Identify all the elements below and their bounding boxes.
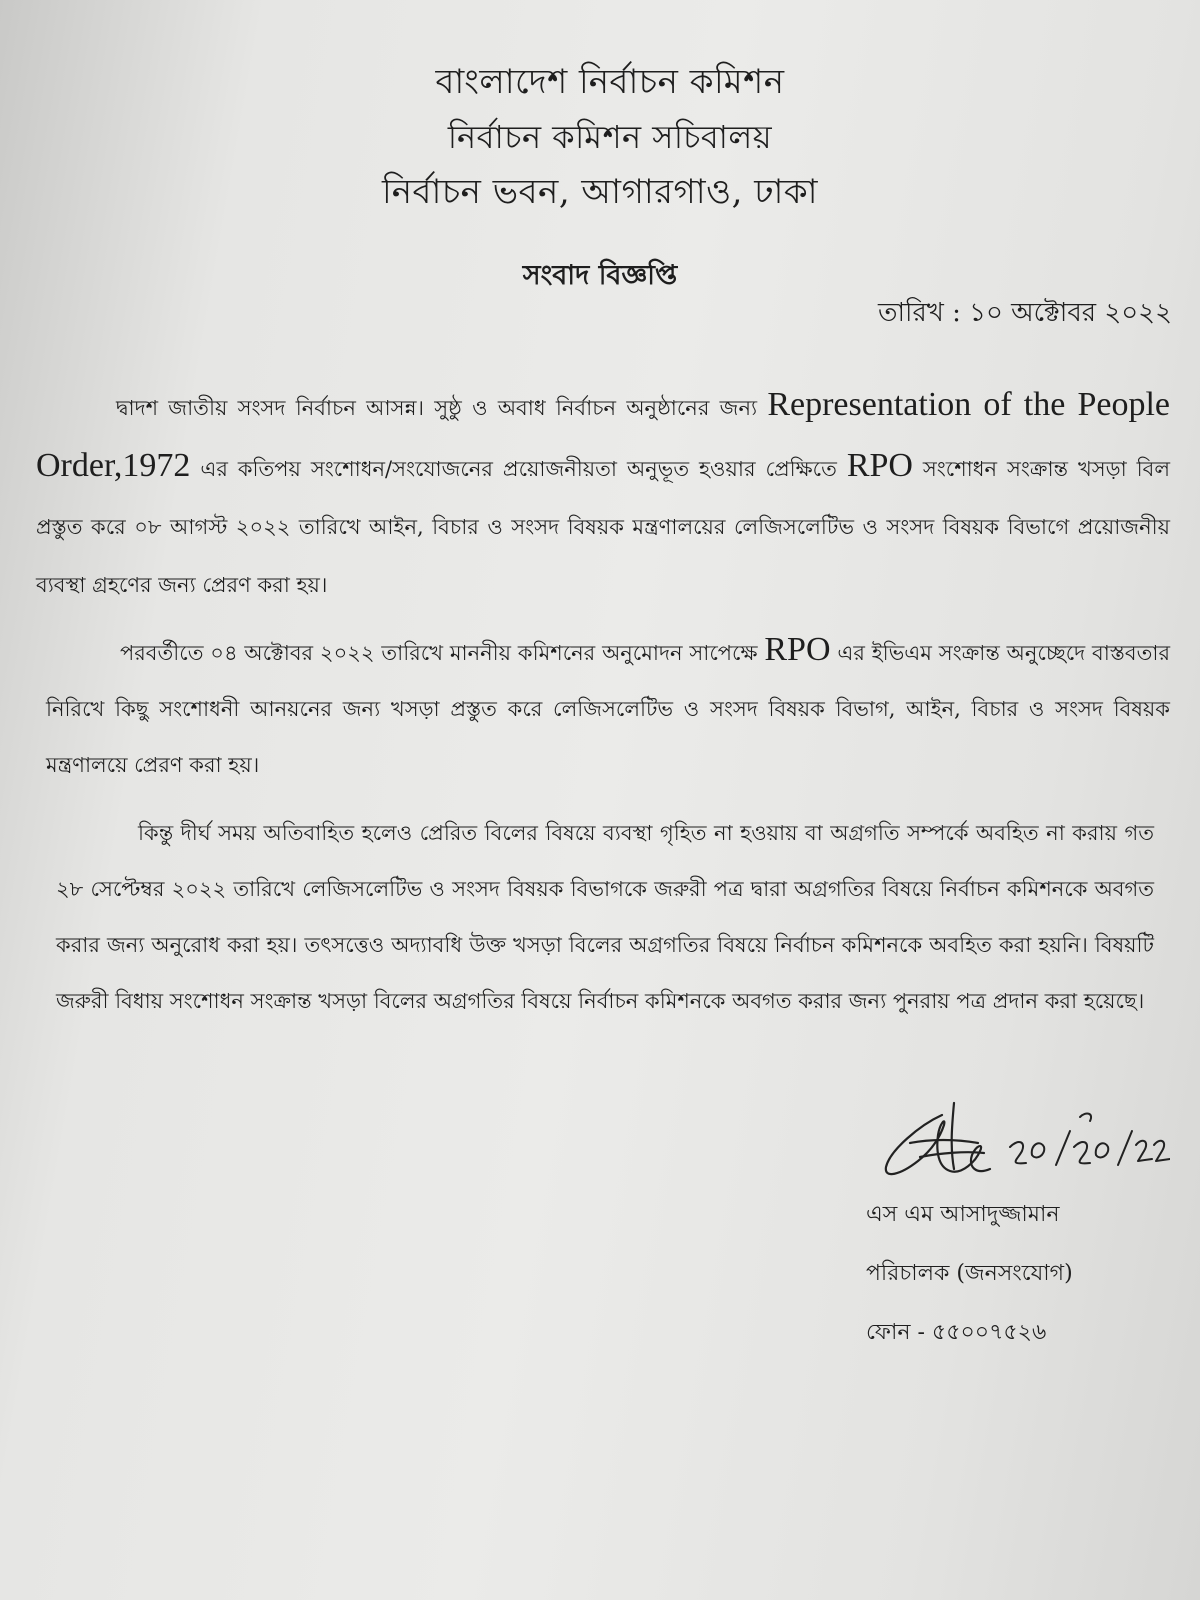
signatory-phone: ফোন - ৫৫০০৭৫২৬ — [866, 1320, 1047, 1345]
signatory-name: এস এম আসাদুজ্জামান — [866, 1202, 1060, 1227]
paragraph-2-text-c: এর ইভিএম সংক্রান্ত অনুচ্ছেদে বাস্তবতার নিরিখে কিছু সংশোধনী আনয়নের জন্য খসড়া প্রস্তুত করে লেজিসলেটিভ ও সংসদ বিষয়ক বিভাগ, আইন, বিচার ও সংসদ বিষয়ক মন্ত্রণালয়ে প্রেরণ করা হয়। — [46, 641, 1170, 777]
paragraph-3: কিন্তু দীর্ঘ সময় অতিবাহিত হলেও প্রেরিত বিলের বিষয়ে ব্যবস্থা গৃহিত না হওয়ায় বা অগ্রগতি সম্পর্কে অবহিত না করায় গত ২৮ সেপ্টেম্বর ২০২২ তারিখে লেজিসলেটিভ ও সংসদ বিষয়ক বিভাগকে জরুরী পত্র দ্বারা অগ্রগতির বিষয়ে নির্বাচন কমিশনকে অবগত করার জন্য অনুরোধ করা হয়। তৎসত্তেও অদ্যাবধি উক্ত খসড়া বিলের অগ্রগতির বিষয়ে নির্বাচন কমিশনকে অবহিত করা হয়নি। বিষয়টি জরুরী বিধায় সংশোধন সংক্রান্ত খসড়া বিলের অগ্রগতির বিষয়ে নির্বাচন কমিশনকে অবগত করার জন্য পুনরায় পত্র প্রদান করা হয়েছে। — [56, 821, 1154, 1013]
paragraph-2-text-a: পরবর্তীতে ০৪ অক্টোবর ২০২২ তারিখে মাননীয় কমিশনের অনুমোদন সাপেক্ষে — [120, 641, 765, 665]
header-commission-name: বাংলাদেশ নির্বাচন কমিশন — [435, 62, 785, 102]
paragraph-1-text-e: সংশোধন সংক্রান্ত খসড়া বিল প্রস্তুত করে ০৮ আগস্ট ২০২২ তারিখে আইন, বিচার ও সংসদ বিষয়ক মন্ত্রণালয়ের লেজিসলেটিভ ও সংসদ বিষয়ক বিভাগে প্রয়োজনীয় ব্যবস্থা গ্রহণের জন্য প্রেরণ করা হয়। — [36, 457, 1170, 597]
paragraph-1-text-a: দ্বাদশ জাতীয় সংসদ নির্বাচন আসন্ন। সুষ্ঠু ও অবাধ নির্বাচন অনুষ্ঠানের জন্য — [116, 396, 768, 420]
header-address: নির্বাচন ভবন, আগারগাও, ঢাকা — [382, 172, 818, 212]
paragraph-2-rpo: RPO — [764, 631, 831, 668]
signatory-designation: পরিচালক (জনসংযোগ) — [866, 1261, 1073, 1286]
document-date: তারিখ : ১০ অক্টোবর ২০২২ — [877, 298, 1172, 328]
document-title: সংবাদ বিজ্ঞপ্তি — [522, 260, 678, 291]
paragraph-1-rpo: RPO — [846, 447, 913, 484]
handwritten-signature — [880, 1095, 1170, 1205]
paragraph-1 — [36, 376, 1170, 614]
header-secretariat-name: নির্বাচন কমিশন সচিবালয় — [447, 118, 773, 156]
paragraph-1-english-title: Representation of the People Order,1972 — [36, 386, 1170, 484]
paragraph-2 — [46, 622, 1170, 793]
paragraph-1-text-c: এর কতিপয় সংশোধন/সংযোজনের প্রয়োজনীয়তা অনুভূত হওয়ার প্রেক্ষিতে — [190, 457, 847, 481]
